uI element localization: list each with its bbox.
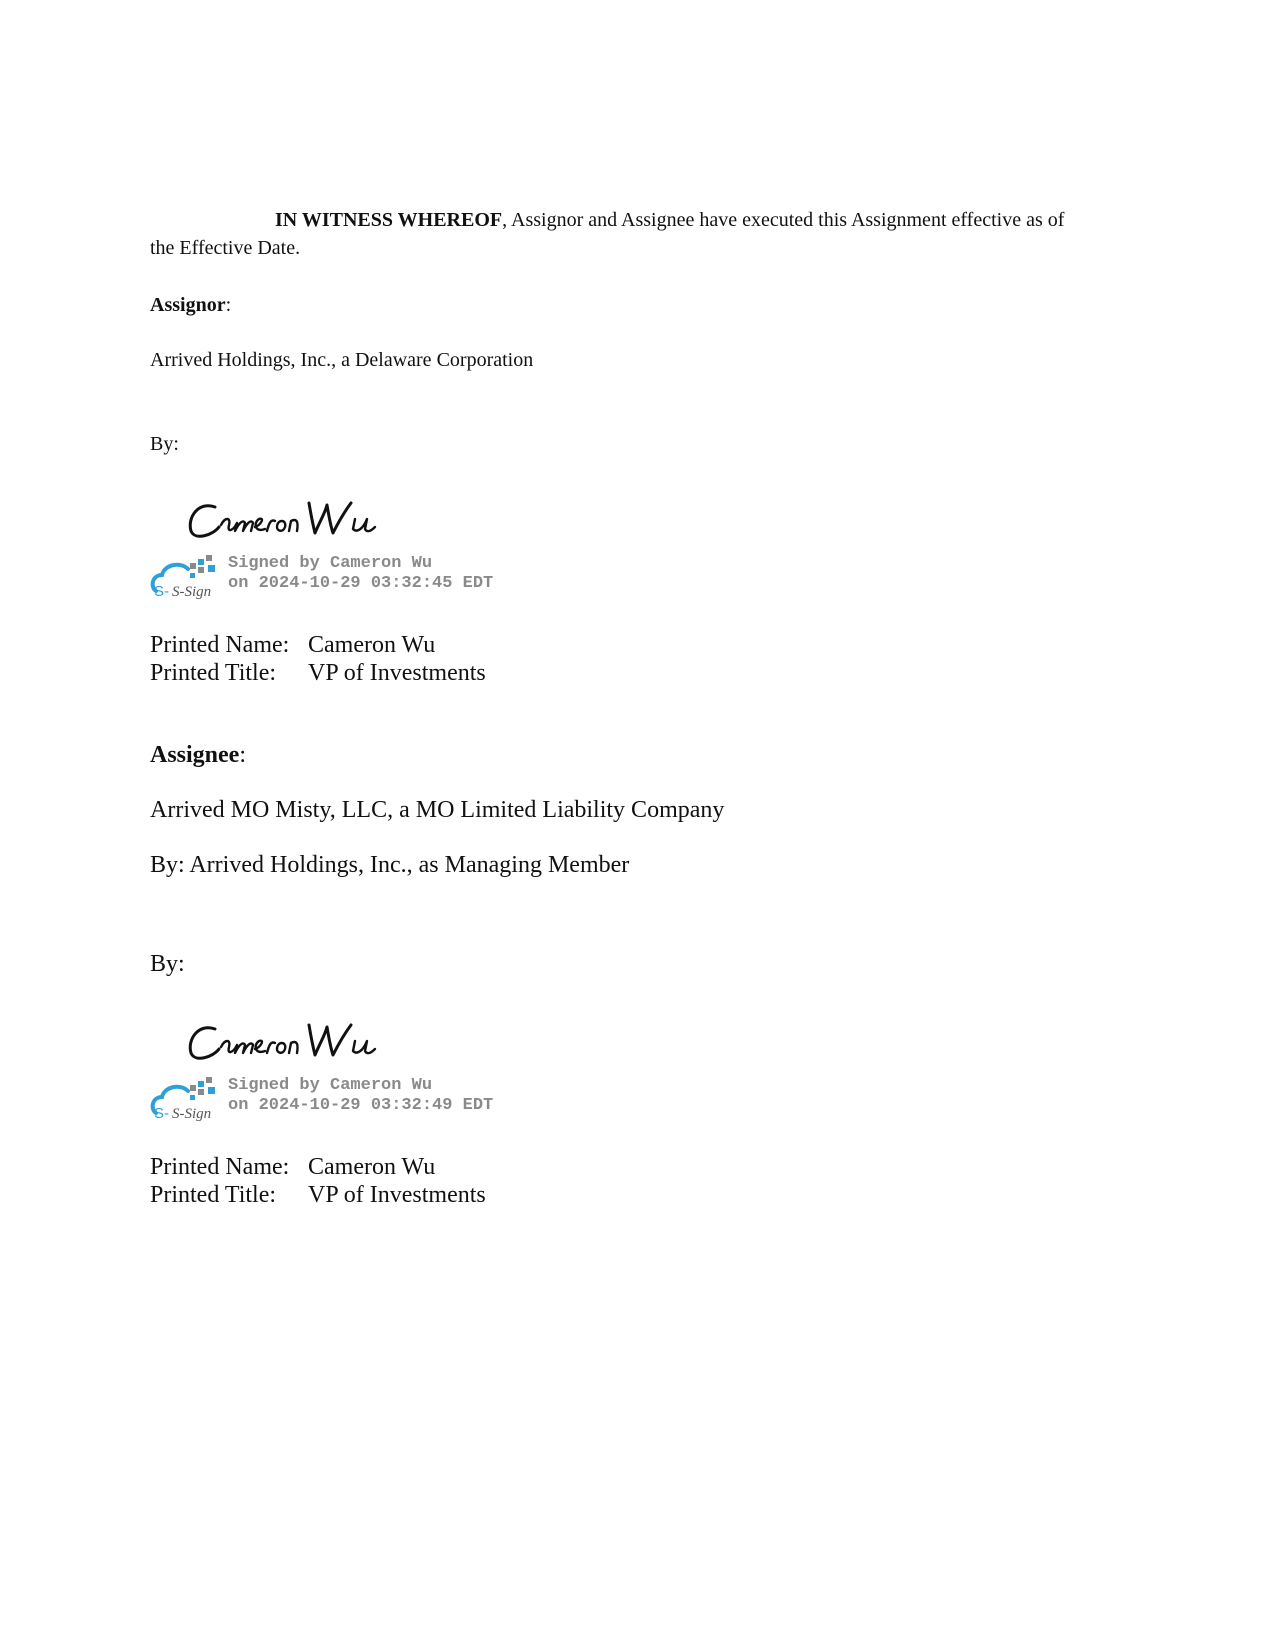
svg-text:S-Sign: S-Sign [172,1106,212,1122]
assignor-printed-title: Printed Title: VP of Investments [150,660,486,686]
assignee-stamp-line1: Signed by Cameron Wu [228,1076,433,1095]
assignor-printed-name: Printed Name: Cameron Wu [150,632,436,658]
assignee-stamp-text [228,1076,493,1116]
assignee-entity: Arrived MO Misty, LLC, a MO Limited Liability Company [150,797,725,823]
witness-text: , Assignor and Assignee have executed this Assignment effective as of [502,209,1065,231]
assignee-handwritten-signature [185,1017,385,1065]
s-sign-cloud-icon [150,1075,222,1125]
witness-paragraph-line1 [275,208,1064,232]
assignor-esign-stamp [150,553,550,603]
assignor-heading: Assignor: [150,294,232,316]
s-sign-cloud-icon [150,553,222,603]
assignor-stamp-line2: on 2024-10-29 03:32:45 EDT [228,574,494,593]
assignee-stamp-line2: on 2024-10-29 03:32:49 EDT [228,1096,494,1115]
witness-paragraph-line2: the Effective Date. [150,237,301,259]
assignor-entity: Arrived Holdings, Inc., a Delaware Corporation [150,349,534,371]
svg-text:S-Sign: S-Sign [172,584,212,600]
svg-text:S-: S- [154,583,169,600]
witness-lead: IN WITNESS WHEREOF [275,209,503,231]
assignor-by-label: By: [150,433,179,455]
assignee-by-label: By: [150,951,185,977]
assignee-printed-name: Printed Name: Cameron Wu [150,1154,436,1180]
svg-text:S-: S- [154,1105,169,1122]
assignee-managing-member: By: Arrived Holdings, Inc., as Managing Member [150,852,630,878]
assignee-heading: Assignee: [150,742,247,768]
assignee-printed-title: Printed Title: VP of Investments [150,1182,486,1208]
assignor-handwritten-signature [185,495,385,543]
assignor-stamp-line1: Signed by Cameron Wu [228,554,433,573]
assignee-esign-stamp [150,1075,550,1125]
assignor-stamp-text [228,554,493,594]
